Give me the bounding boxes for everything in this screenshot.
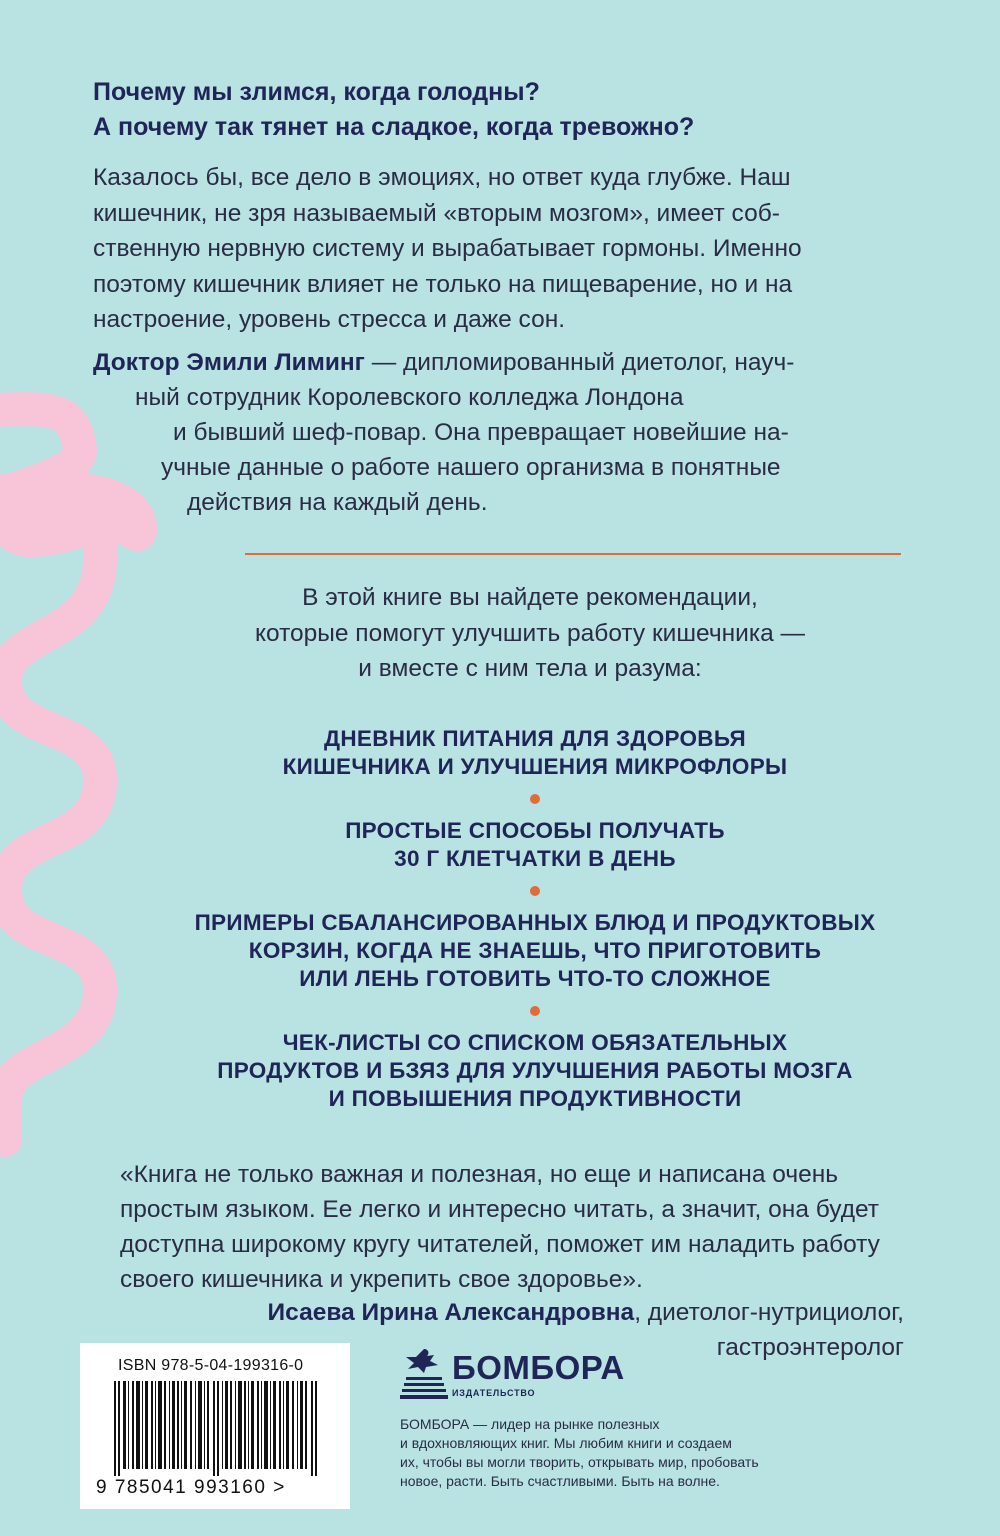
headline [93, 75, 953, 145]
logo-subtitle: ИЗДАТЕЛЬСТВО [452, 1388, 536, 1398]
intro-line: и вместе с ним тела и разума: [358, 655, 702, 682]
quote-line: своего кишечника и укрепить свое здоровье». [120, 1266, 643, 1293]
quote-attribution-line [268, 1295, 904, 1330]
isbn-label: ISBN 978-5-04-199316-0 [118, 1357, 304, 1374]
barcode-icon [114, 1381, 319, 1476]
publisher-logo [400, 1345, 625, 1405]
bullet-dot [530, 1006, 540, 1016]
feature-line: И ПОВЫШЕНИЯ ПРОДУКТИВНОСТИ [328, 1086, 742, 1111]
quote-author-role: , диетолог-нутрициолог, [634, 1299, 904, 1326]
feature-line: КИШЕЧНИКА И УЛУЧШЕНИЯ МИКРОФЛОРЫ [282, 754, 788, 779]
author-bio-text: — дипломированный диетолог, науч- [364, 349, 795, 376]
feature-item [160, 909, 910, 993]
intro-line: которые помогут улучшить работу кишечника — [254, 619, 806, 647]
quote-line: простым языком. Ее легко и интересно читать, а значит, она будет [120, 1196, 880, 1223]
headline-line-1: Почему мы злимся, когда голодны? [93, 78, 540, 106]
quote-author-role-2: гастроэнтеролог [716, 1334, 904, 1361]
intro-line: В этой книге вы найдете рекомендации, [302, 584, 758, 611]
feature-item [160, 725, 910, 781]
lead-line: кишечник, не зря называемый «вторым мозгом», имеет соб- [93, 199, 780, 227]
author-name: Доктор Эмили Лиминг [93, 349, 365, 376]
quote-line: доступна широкому кругу читателей, поможет им наладить работу [120, 1231, 880, 1258]
feature-list [160, 725, 910, 1113]
review-quote [120, 1157, 920, 1297]
publisher-line: и вдохновляющих книг. Мы любим книги и создаем [400, 1435, 732, 1451]
feature-line: ПРОСТЫЕ СПОСОБЫ ПОЛУЧАТЬ [345, 818, 725, 843]
feature-line: КОРЗИН, КОГДА НЕ ЗНАЕШЬ, ЧТО ПРИГОТОВИТЬ [248, 938, 822, 963]
quote-author-name: Исаева Ирина Александровна [267, 1299, 635, 1326]
feature-line: ДНЕВНИК ПИТАНИЯ ДЛЯ ЗДОРОВЬЯ [324, 726, 746, 751]
feature-item [160, 1029, 910, 1113]
feature-line: 30 Г КЛЕТЧАТКИ В ДЕНЬ [394, 846, 676, 871]
intro-paragraph [200, 580, 860, 687]
feature-line: ПРИМЕРЫ СБАЛАНСИРОВАННЫХ БЛЮД И ПРОДУКТОВЫХ [194, 910, 876, 935]
headline-line-2: А почему так тянет на сладкое, когда тревожно? [93, 113, 695, 141]
author-bio-line: учные данные о работе нашего организма в понятные [161, 454, 781, 481]
author-bio-line: и бывший шеф-повар. Она превращает новейшие на- [173, 419, 789, 446]
feature-line: ИЛИ ЛЕНЬ ГОТОВИТЬ ЧТО-ТО СЛОЖНОЕ [299, 966, 771, 991]
quote-line: «Книга не только важная и полезная, но еще и написана очень [120, 1161, 839, 1188]
lead-paragraph [93, 160, 913, 338]
feature-line: ПРОДУКТОВ И БЗЯЗ ДЛЯ УЛУЧШЕНИЯ РАБОТЫ МОЗГА [217, 1058, 853, 1083]
lead-line: поэтому кишечник влияет не только на пищеварение, но и на [93, 270, 793, 298]
lead-line: Казалось бы, все дело в эмоциях, но ответ куда глубже. Наш [93, 164, 791, 191]
author-bio-line: ный сотрудник Королевского колледжа Лондона [135, 384, 684, 411]
author-bio-line: действия на каждый день. [187, 489, 488, 516]
bullet-dot [530, 794, 540, 804]
publisher-description [400, 1415, 800, 1491]
author-bio-line-1 [93, 345, 794, 381]
lead-line: ственную нервную систему и вырабатывает гормоны. Именно [93, 235, 802, 262]
logo-name: БОМБОРА [452, 1349, 625, 1386]
bullet-dot [530, 886, 540, 896]
feature-line: ЧЕК-ЛИСТЫ СО СПИСКОМ ОБЯЗАТЕЛЬНЫХ [282, 1030, 788, 1055]
feature-item [160, 817, 910, 873]
bombora-logo-icon [400, 1345, 448, 1403]
publisher-line: БОМБОРА — лидер на рынке полезных [400, 1416, 660, 1432]
section-divider [245, 553, 901, 555]
lead-line: настроение, уровень стресса и даже сон. [93, 306, 566, 333]
publisher-line: новое, расти. Быть счастливыми. Быть на волне. [400, 1473, 720, 1489]
isbn-barcode [80, 1343, 350, 1509]
barcode-number: 9 785041 993160 > [96, 1477, 286, 1498]
publisher-line: их, чтобы вы могли творить, открывать мир, пробовать [400, 1454, 759, 1470]
